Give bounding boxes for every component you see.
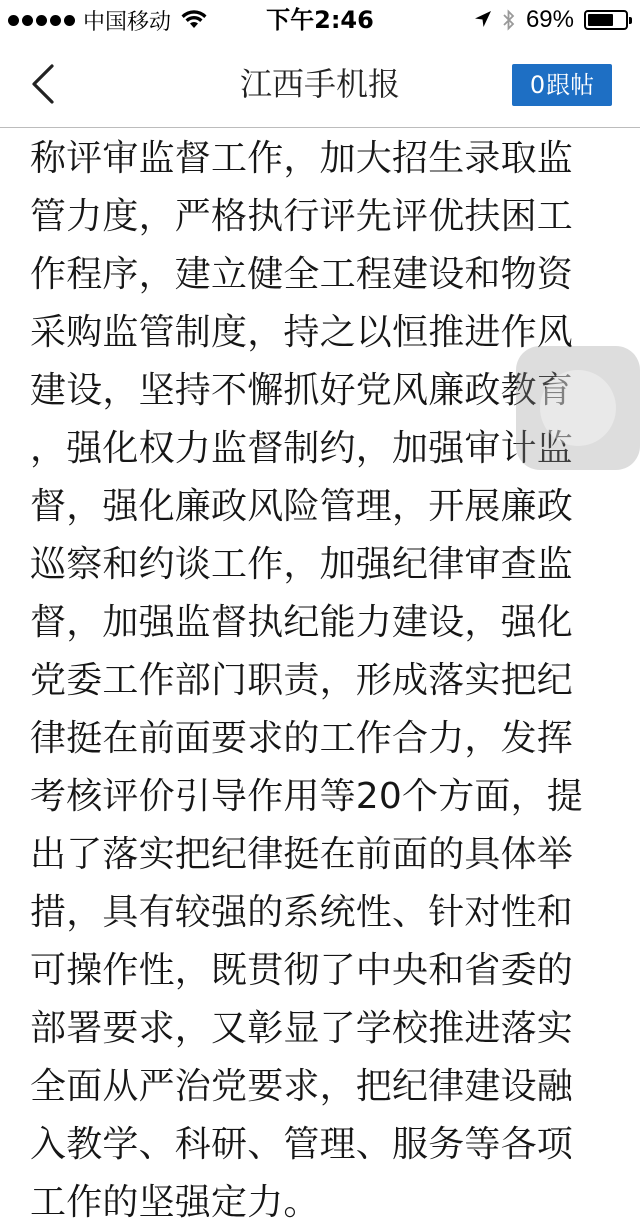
article-line: 全面从严治党要求，把纪律建设融: [30, 1066, 574, 1107]
page-title: 江西手机报: [239, 65, 400, 103]
article-line: 部署要求，又彰显了学校推进落实: [30, 1008, 574, 1049]
article-line: ，强化权力监督制约，加强审计监: [30, 428, 574, 469]
article-line: 工作的坚强定力。: [30, 1182, 320, 1223]
article-line: 入教学、科研、管理、服务等各项: [30, 1124, 574, 1165]
article-line: 称评审监督工作，加大招生录取监: [30, 138, 574, 179]
article-line: 律挺在前面要求的工作合力，发挥: [30, 718, 574, 759]
battery-icon: [584, 10, 628, 30]
assistive-touch-ring-icon: [540, 370, 616, 446]
article-line: 采购监管制度，持之以恒推进作风: [30, 312, 574, 353]
article-line: 党委工作部门职责，形成落实把纪: [30, 660, 574, 701]
location-arrow-icon: [474, 10, 492, 30]
reply-label: 跟帖: [546, 71, 595, 99]
article-line: 可操作性，既贯彻了中央和省委的: [30, 950, 574, 991]
article-line: 考核评价引导作用等20个方面，提: [30, 776, 584, 817]
battery-level-fill: [588, 14, 613, 26]
status-right: [474, 6, 628, 34]
reply-count-button[interactable]: [512, 64, 612, 106]
article-line: 作程序，建立健全工程建设和物资: [30, 254, 574, 295]
article-line: 出了落实把纪律挺在前面的具体举: [30, 834, 574, 875]
article-line: 建设，坚持不懈抓好党风廉政教育: [30, 370, 574, 411]
article-body[interactable]: [30, 128, 612, 1223]
article-line: 措，具有较强的系统性、针对性和: [30, 892, 574, 933]
reply-count: 0: [529, 71, 546, 99]
battery-percent: 69%: [525, 6, 574, 33]
status-bar: [0, 0, 640, 40]
status-time: 下午2:46: [266, 6, 374, 34]
article-line: 督，加强监督执纪能力建设，强化: [30, 602, 574, 643]
article-line: 管力度，严格执行评先评优扶困工: [30, 196, 574, 237]
bluetooth-icon: [502, 9, 516, 31]
assistive-touch-button[interactable]: [516, 346, 640, 470]
article-line: 巡察和约谈工作，加强纪律审查监: [30, 544, 574, 585]
carrier-name: 中国移动: [83, 9, 172, 35]
article-line: 督，强化廉政风险管理，开展廉政: [30, 486, 574, 527]
nav-bar: [0, 40, 640, 128]
